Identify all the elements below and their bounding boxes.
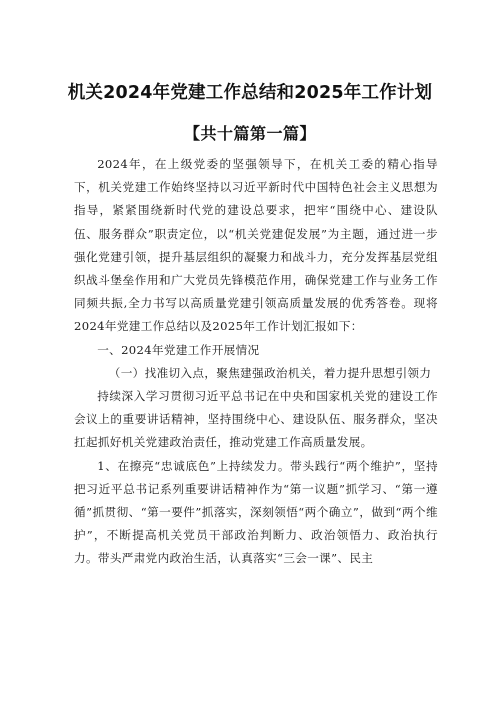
intro-paragraph: 2024年，在上级党委的坚强领导下，在机关工委的精心指导下，机关党建工作始终坚持以习近平新时代中国特色社会主义思想为指导，紧紧围绕新时代党的建设总要求，把牢“围绕中心、建设队伍、服务群众”职责定位，以“机关党建促发展”为主题，通过进一步强化党建引领，提升基层组织的凝聚力和战斗力，充分发挥基层党组织战斗堡垒作用和广大党员先锋模范作用，确保党建工作与业务工作同频共振,全力书写以高质量党建引领高质量发展的优秀答卷。现将2024年党建工作总结以及2025年工作计划汇报如下： <box>74 157 438 334</box>
document-body <box>74 153 438 571</box>
body-paragraph: 持续深入学习贯彻习近平总书记在中央和国家机关党的建设工作会议上的重要讲话精神，坚持围绕中心、建设队伍、服务群众，坚决扛起抓好机关党建政治责任，推动党建工作高质量发展。 <box>74 389 438 450</box>
section-heading: 一、2024年党建工作开展情况 <box>97 342 260 357</box>
body-paragraph: 1、在擦亮“忠诚底色”上持续发力。带头践行“两个维护”，坚持把习近平总书记系列重要讲话精神作为“第一议题”抓学习、“第一遵循”抓贯彻、“第一要件”抓落实，深刻领悟“两个确立”，做到“两个维护”，不断提高机关党员干部政治判断力、政治领悟力、政治执行力。带头严肃党内政治生活，认真落实“三会一课”、民主 <box>74 458 438 566</box>
document-title: 机关2024年党建工作总结和2025年工作计划 <box>67 83 433 103</box>
document-subtitle: 【共十篇第一篇】 <box>183 124 316 143</box>
subsection-heading: （一）找准切入点，聚焦建强政治机关，着力提升思想引领力 <box>108 365 432 380</box>
